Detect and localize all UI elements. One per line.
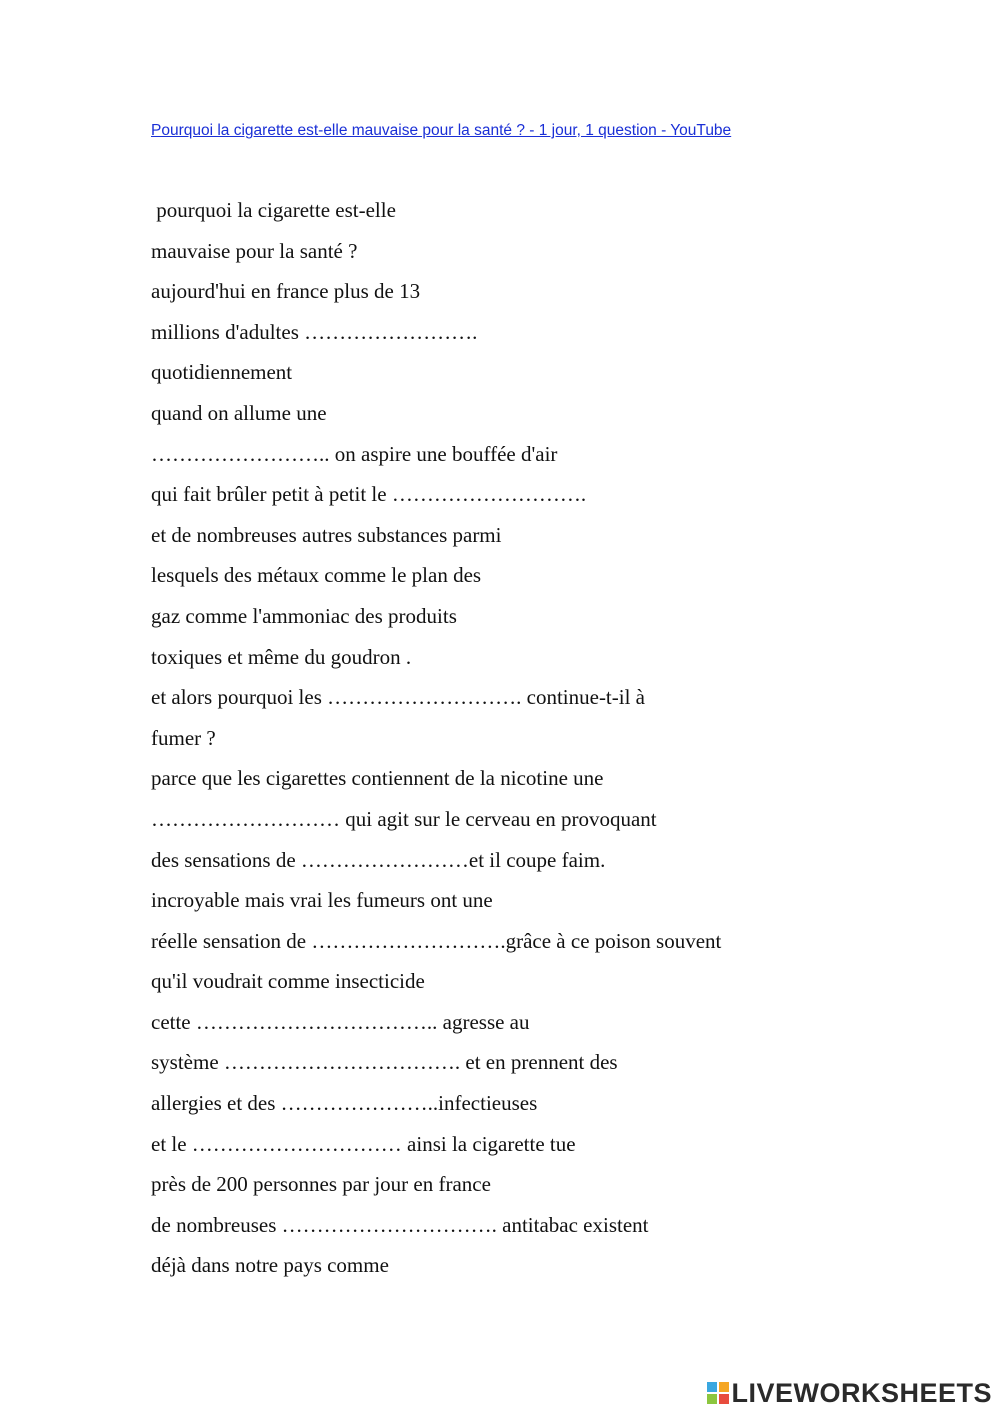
worksheet-line: de nombreuses …………………………. antitabac existent	[151, 1212, 649, 1237]
worksheet-line: aujourd'hui en france plus de 13	[151, 279, 421, 304]
worksheet-line: …………………….. on aspire une bouffée d'air	[151, 441, 558, 466]
worksheet-line: mauvaise pour la santé ?	[151, 238, 358, 263]
worksheet-line: et alors pourquoi les ………………………. continue-t-il à	[151, 685, 646, 710]
worksheet-line: et de nombreuses autres substances parmi	[151, 522, 502, 547]
worksheet-line: cette …………………………….. agresse au	[151, 1009, 530, 1034]
worksheet-line: ……………………… qui agit sur le cerveau en provoquant	[151, 806, 657, 831]
worksheet-line: allergies et des …………………..infectieuses	[151, 1091, 538, 1116]
worksheet-line: et le ………………………… ainsi la cigarette tue	[151, 1131, 576, 1156]
worksheet-line: millions d'adultes …………………….	[151, 319, 478, 344]
brand-name: LIVEWORKSHEETS	[731, 1377, 992, 1408]
worksheet-line: lesquels des métaux comme le plan des	[151, 563, 482, 588]
worksheet-line: système ……………………………. et en prennent des	[151, 1050, 618, 1075]
worksheet-line: des sensations de ……………………et il coupe faim.	[151, 847, 606, 872]
youtube-source-link[interactable]: Pourquoi la cigarette est-elle mauvaise pour la santé ? - 1 jour, 1 question - YouTube	[151, 122, 732, 139]
worksheet-line: quotidiennement	[151, 360, 293, 385]
worksheet-text	[151, 197, 911, 1293]
logo-square-orange	[719, 1382, 729, 1392]
worksheet-line: gaz comme l'ammoniac des produits	[151, 603, 457, 628]
worksheet-line: réelle sensation de ……………………….grâce à ce poison souvent	[151, 928, 722, 953]
worksheet-line: parce que les cigarettes contiennent de la nicotine une	[151, 766, 604, 791]
liveworksheets-brand	[707, 1378, 992, 1408]
worksheet-line: près de 200 personnes par jour en france	[151, 1172, 491, 1197]
worksheet-line: toxiques et même du goudron .	[151, 644, 412, 669]
logo-square-red	[719, 1394, 729, 1404]
worksheet-line: déjà dans notre pays comme	[151, 1253, 389, 1278]
worksheet-line: qu'il voudrait comme insecticide	[151, 969, 425, 994]
liveworksheets-logo-icon	[707, 1382, 729, 1404]
worksheet-line: quand on allume une	[151, 400, 327, 425]
worksheet-line: fumer ?	[151, 725, 216, 750]
worksheet-line: incroyable mais vrai les fumeurs ont une	[151, 888, 493, 913]
logo-square-green	[707, 1394, 717, 1404]
logo-square-blue	[707, 1382, 717, 1392]
worksheet-line: qui fait brûler petit à petit le ……………………….	[151, 482, 587, 507]
worksheet-line: pourquoi la cigarette est-elle	[151, 198, 396, 222]
